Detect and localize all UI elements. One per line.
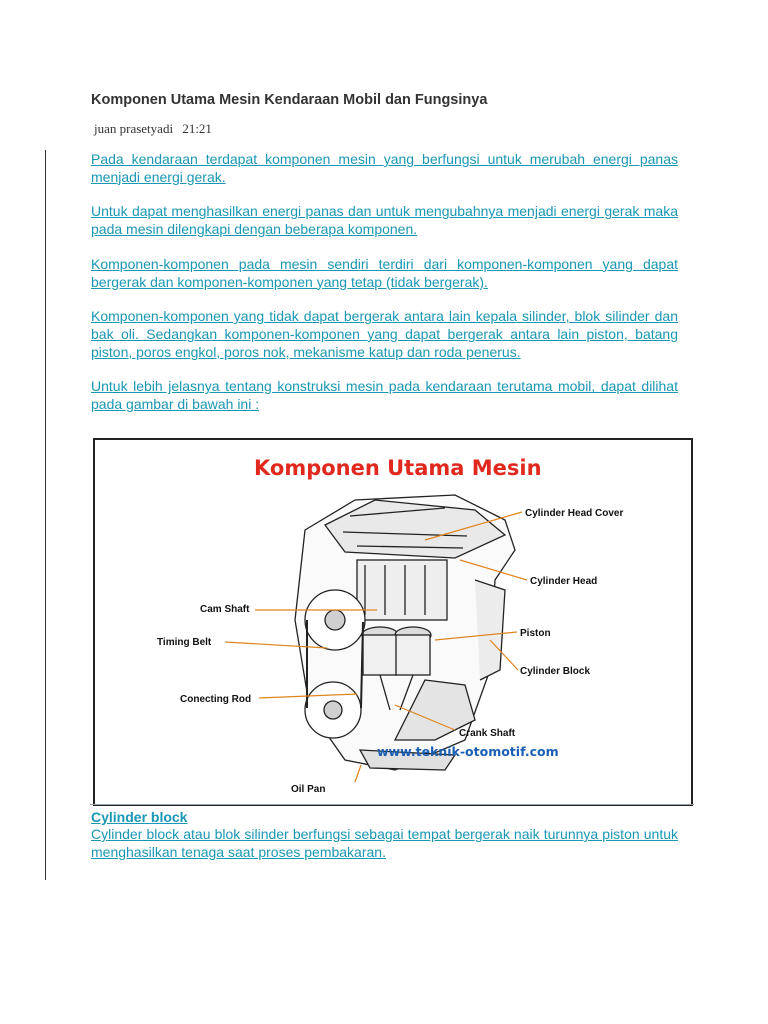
label-conecting-rod: Conecting Rod bbox=[180, 694, 252, 705]
label-cam-shaft: Cam Shaft bbox=[200, 604, 250, 615]
author-name[interactable]: juan prasetyadi bbox=[94, 121, 174, 136]
engine-diagram-svg bbox=[95, 440, 691, 804]
section-heading[interactable]: Cylinder block bbox=[91, 809, 188, 825]
label-oil-pan: Oil Pan bbox=[291, 784, 326, 795]
section-body[interactable]: Cylinder block atau blok silinder berfungsi sebagai tempat bergerak naik turunnya piston untuk menghasilkan tenaga saat proses pembakaran. bbox=[91, 826, 678, 860]
paragraph[interactable]: Komponen-komponen yang tidak dapat bergerak antara lain kepala silinder, blok silinder dan bak oli. Sedangkan komponen-komponen yang dapat bergerak antara lain piston, batang piston, poros engkol, poros nok, mekanisme katup dan roda penerus. bbox=[91, 308, 678, 360]
diagram-watermark: www.teknik-otomotif.com bbox=[377, 744, 559, 759]
paragraph[interactable]: Untuk lebih jelasnya tentang konstruksi mesin pada kendaraan terutama mobil, dapat dilihat pada gambar di bawah ini : bbox=[91, 378, 678, 413]
article-title: Komponen Utama Mesin Kendaraan Mobil dan Fungsinya bbox=[91, 92, 488, 108]
byline bbox=[94, 121, 212, 137]
label-crank-shaft: Crank Shaft bbox=[459, 728, 516, 739]
paragraph[interactable]: Komponen-komponen pada mesin sendiri terdiri dari komponen-komponen yang dapat bergerak dan komponen-komponen yang tetap (tidak bergerak). bbox=[91, 255, 678, 290]
figure-divider bbox=[90, 804, 694, 805]
left-margin-rule bbox=[45, 150, 46, 880]
paragraph[interactable]: Pada kendaraan terdapat komponen mesin yang berfungsi untuk merubah energi panas menjadi energi gerak. bbox=[91, 151, 678, 185]
article-body bbox=[91, 151, 678, 414]
label-cylinder-head-cover: Cylinder Head Cover bbox=[525, 508, 624, 519]
label-cylinder-head: Cylinder Head bbox=[530, 576, 598, 587]
label-timing-belt: Timing Belt bbox=[157, 637, 212, 648]
engine-diagram bbox=[93, 438, 693, 806]
label-cylinder-block: Cylinder Block bbox=[520, 666, 591, 677]
post-time: 21:21 bbox=[182, 121, 212, 136]
paragraph[interactable]: Untuk dapat menghasilkan energi panas dan untuk mengubahnya menjadi energi gerak maka pada mesin dilengkapi dengan beberapa komponen. bbox=[91, 203, 678, 238]
diagram-title: Komponen Utama Mesin bbox=[254, 456, 542, 480]
label-piston: Piston bbox=[520, 628, 551, 639]
